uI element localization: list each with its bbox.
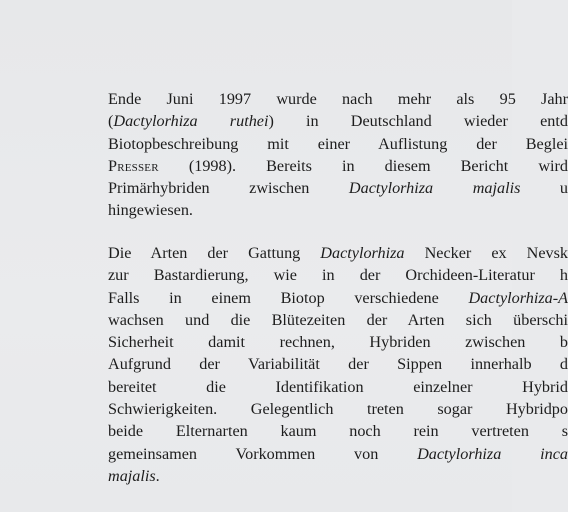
italic-text-run: Dactylorhiza ruthei xyxy=(113,112,269,131)
text-line xyxy=(108,465,568,487)
text-line xyxy=(108,242,568,264)
text-run: . xyxy=(155,466,160,485)
text-line xyxy=(108,110,568,132)
text-line xyxy=(108,420,568,442)
text-run: bereitet die Identifikation einzelner Hybrid xyxy=(108,377,568,396)
text-line xyxy=(108,309,568,331)
text-run: (1998). Bereits in diesem Bericht wird xyxy=(158,156,568,175)
text-line xyxy=(108,155,568,177)
text-run: Falls in einem Biotop verschiedene xyxy=(108,288,469,307)
small-caps-author-name: Presser xyxy=(108,156,159,175)
text-line xyxy=(108,398,568,420)
text-line xyxy=(108,353,568,375)
italic-text-run: Dactylorhiza xyxy=(320,244,405,262)
text-line xyxy=(108,376,568,398)
text-line xyxy=(108,177,568,199)
italic-text-run: majalis xyxy=(108,466,156,485)
italic-text-run: Dactylorhiza-A xyxy=(468,288,568,307)
paragraph-2 xyxy=(108,242,568,487)
text-line xyxy=(108,287,568,309)
text-run: ( xyxy=(108,112,114,131)
text-line xyxy=(108,88,568,110)
text-run: wachsen und die Blütezeiten der Arten sich überschi xyxy=(108,310,568,329)
text-run: Sicherheit damit rechnen, Hybriden zwischen b xyxy=(108,333,568,352)
text-run: hingewiesen. xyxy=(108,201,193,220)
text-run: gemeinsamen Vorkommen von xyxy=(108,444,418,463)
text-run: ) in Deutschland wieder entd xyxy=(268,112,568,131)
text-run: Aufgrund der Variabilität der Sippen innerhalb d xyxy=(108,355,568,374)
text-run: beide Elternarten kaum noch rein vertreten s xyxy=(108,422,568,441)
text-line xyxy=(108,133,568,155)
text-run: Ende Juni 1997 wurde nach mehr als 95 Jahr xyxy=(108,90,568,108)
text-line xyxy=(108,331,568,353)
italic-text-run: Dactylorhiza majalis xyxy=(348,179,521,198)
text-run: Primärhybriden zwischen xyxy=(108,179,349,198)
text-line xyxy=(108,264,568,286)
text-run: Schwierigkeiten. Gelegentlich treten sogar Hybridpo xyxy=(108,400,568,419)
text-run: Die Arten der Gattung xyxy=(108,244,321,262)
text-run: Necker ex Nevsk xyxy=(404,244,568,262)
text-run: u xyxy=(520,179,568,198)
text-line xyxy=(108,443,568,465)
text-run: Biotopbeschreibung mit einer Auflistung der Beglei xyxy=(108,134,568,153)
paragraph-1 xyxy=(108,88,568,222)
text-line xyxy=(108,199,568,221)
italic-text-run: Dactylorhiza inca xyxy=(417,444,568,463)
text-run: zur Bastardierung, wie in der Orchideen-Literatur h xyxy=(108,266,568,285)
